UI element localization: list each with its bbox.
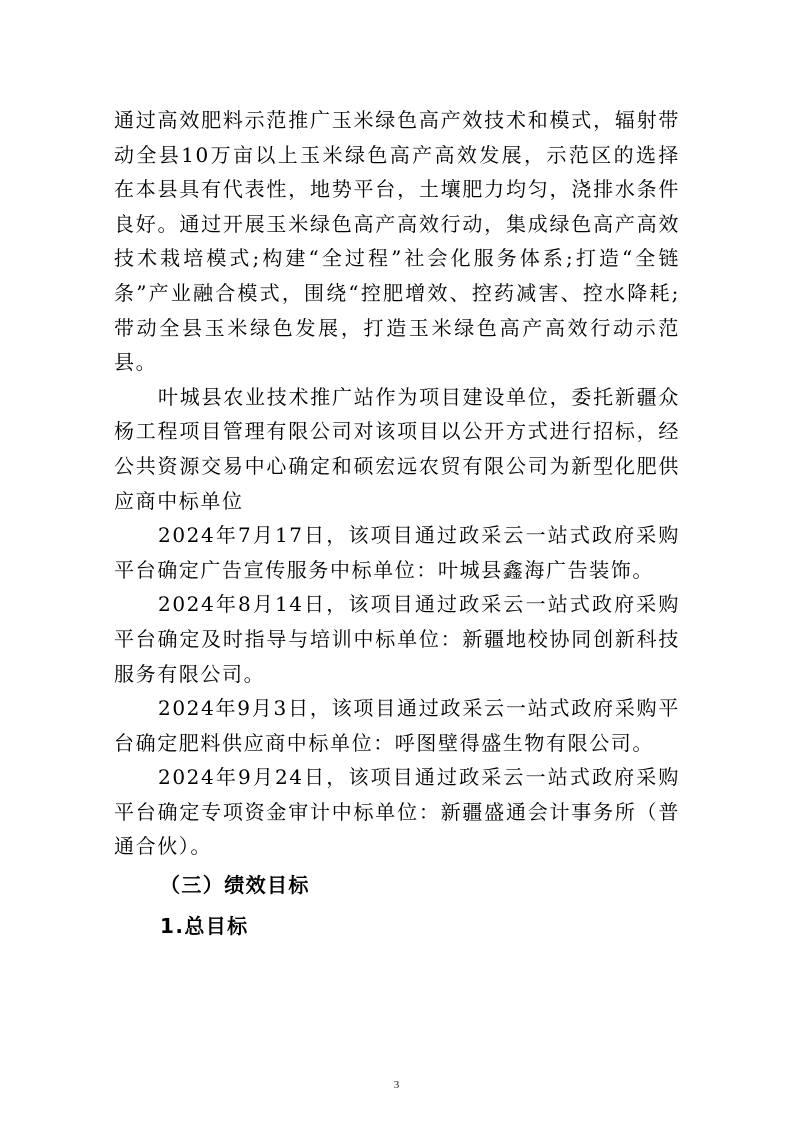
section-heading-performance-goals: （三）绩效目标 xyxy=(160,873,310,898)
paragraph-ad-service-award: 2024年7月17日，该项目通过政采云一站式政府采购平台确定广告宣传服务中标单位：叶城县鑫海广告装饰。 xyxy=(114,523,680,582)
page-number: 3 xyxy=(393,1079,400,1091)
paragraph-fertilizer-award: 2024年9月3日，该项目通过政采云一站式政府采购平台确定肥料供应商中标单位：呼图壁得盛生物有限公司。 xyxy=(114,696,680,755)
paragraph-training-award: 2024年8月14日，该项目通过政采云一站式政府采购平台确定及时指导与培训中标单位：新疆地校协同创新科技服务有限公司。 xyxy=(114,592,680,686)
paragraph-project-overview: 通过高效肥料示范推广玉米绿色高产效技术和模式，辐射带动全县10万亩以上玉米绿色高产高效发展，示范区的选择在本县具有代表性，地势平台，土壤肥力均匀，浇排水条件良好。通过开展玉米绿色高产高效行动，集成绿色高产高效技术栽培模式;构建“全过程”社会化服务体系;打造“全链条”产业融合模式，围绕“控肥增效、控药减害、控水降耗;带动全县玉米绿色发展，打造玉米绿色高产高效行动示范县。 xyxy=(114,108,680,375)
paragraph-tender-info: 叶城县农业技术推广站作为项目建设单位，委托新疆众杨工程项目管理有限公司对该项目以公开方式进行招标，经公共资源交易中心确定和硕宏远农贸有限公司为新型化肥供应商中标单位 xyxy=(114,384,680,513)
page-body xyxy=(114,103,680,943)
subheading-overall-goal: 1.总目标 xyxy=(160,913,249,938)
paragraph-audit-award: 2024年9月24日，该项目通过政采云一站式政府采购平台确定专项资金审计中标单位：新疆盛通会计事务所（普通合伙）。 xyxy=(114,765,680,859)
